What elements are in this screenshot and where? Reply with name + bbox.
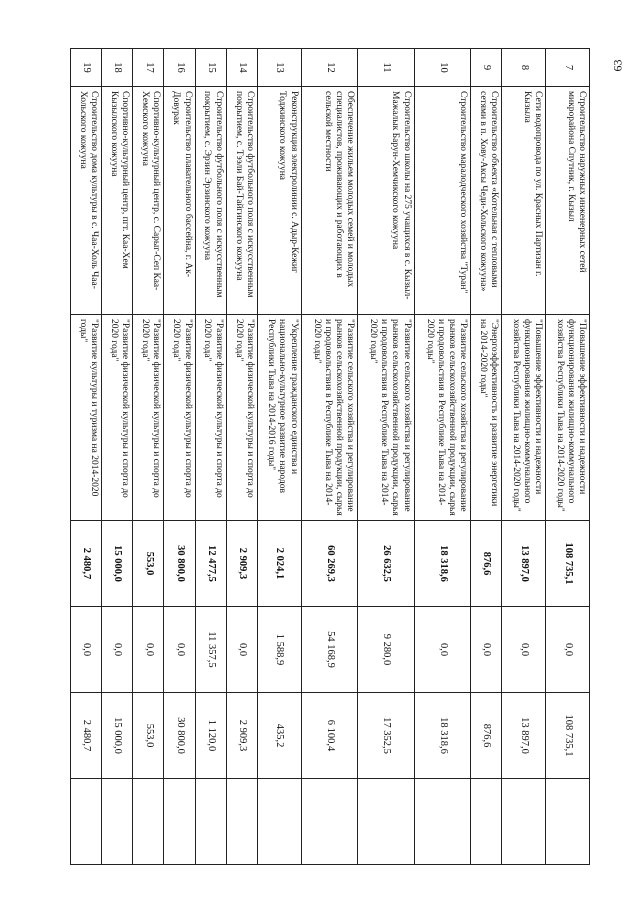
total-value-cell: 18 318,6 — [414, 521, 471, 607]
table-row — [133, 49, 164, 865]
funding-source-1-cell: 0,0 — [133, 607, 164, 693]
program-cell: "Развитие физической культуры и спорта до 2020 года" — [133, 315, 164, 521]
empty-cell — [102, 779, 133, 865]
empty-cell — [471, 779, 502, 865]
funding-source-1-cell: 11 357,5 — [195, 607, 226, 693]
row-number-cell: 17 — [133, 49, 164, 87]
row-number-cell: 8 — [502, 49, 546, 87]
funding-source-1-cell: 0,0 — [102, 607, 133, 693]
row-number-cell: 10 — [414, 49, 471, 87]
row-number-cell: 14 — [226, 49, 257, 87]
program-cell: "Развитие физической культуры и спорта до 2020 года" — [164, 315, 195, 521]
row-number-cell: 11 — [358, 49, 415, 87]
empty-cell — [301, 779, 358, 865]
program-cell: "Энергоэффективность и развитие энергетики на 2014-2020 годы" — [471, 315, 502, 521]
object-name-cell: Реконструкция электролинии с. Адыр-Кежиг Тоджинского кожууна — [257, 87, 301, 315]
total-value-cell: 108 735,1 — [546, 521, 590, 607]
total-value-cell: 60 269,3 — [301, 521, 358, 607]
table-row — [164, 49, 195, 865]
funding-source-2-cell: 13 897,0 — [502, 693, 546, 779]
row-number-cell: 12 — [301, 49, 358, 87]
empty-cell — [133, 779, 164, 865]
funding-source-2-cell: 108 735,1 — [546, 693, 590, 779]
row-number-cell: 16 — [164, 49, 195, 87]
funding-source-2-cell: 1 120,0 — [195, 693, 226, 779]
funding-source-2-cell: 18 318,6 — [414, 693, 471, 779]
table-row — [195, 49, 226, 865]
funding-source-1-cell: 9 280,0 — [358, 607, 415, 693]
funding-source-1-cell: 0,0 — [164, 607, 195, 693]
object-name-cell: Строительство школы на 275 учащихся в с. Кызыл-Мажалык Барун-Хемчикского кожууна — [358, 87, 415, 315]
table-row — [257, 49, 301, 865]
table-row — [102, 49, 133, 865]
table-row — [301, 49, 358, 865]
object-name-cell: Строительство футбольного поля с искусственным покрытием, с. Эрзин Эрзинского кожууна — [195, 87, 226, 315]
table-row — [71, 49, 102, 865]
total-value-cell: 13 897,0 — [502, 521, 546, 607]
table-row — [502, 49, 546, 865]
table-row — [358, 49, 415, 865]
empty-cell — [257, 779, 301, 865]
object-name-cell: Строительство дома культуры в с. Чаа-Холь Чаа-Хольского кожууна — [71, 87, 102, 315]
funding-source-2-cell: 2 480,7 — [71, 693, 102, 779]
objects-table — [70, 48, 590, 865]
object-name-cell: Строительство наружных инженерных сетей микрорайона Спутник, г. Кызыл — [546, 87, 590, 315]
empty-cell — [226, 779, 257, 865]
program-cell: "Укрепление гражданского единства и национально-культурное развитие народов Республики Тыва на 2014-2016 годы" — [257, 315, 301, 521]
program-cell: "Развитие физической культуры и спорта до 2020 года" — [226, 315, 257, 521]
rotated-table-container — [70, 48, 590, 864]
program-cell: "Развитие культуры и туризма на 2014-2020 годы" — [71, 315, 102, 521]
funding-source-2-cell: 17 352,5 — [358, 693, 415, 779]
program-cell: "Развитие физической культуры и спорта до 2020 года" — [102, 315, 133, 521]
object-name-cell: Сети водопровода по ул. Красных Партизан г. Кызыла — [502, 87, 546, 315]
funding-source-1-cell: 0,0 — [414, 607, 471, 693]
empty-cell — [414, 779, 471, 865]
total-value-cell: 30 800,0 — [164, 521, 195, 607]
funding-source-1-cell: 0,0 — [502, 607, 546, 693]
table-row — [471, 49, 502, 865]
table-row — [226, 49, 257, 865]
total-value-cell: 876,6 — [471, 521, 502, 607]
row-number-cell: 13 — [257, 49, 301, 87]
funding-source-2-cell: 876,6 — [471, 693, 502, 779]
object-name-cell: Спортивно-культурный центр, пгт. Каа-Хем Кызылского кожууна — [102, 87, 133, 315]
program-cell: "Повышение эффективности и надежности функционирования жилищно-коммунального хозяйства Республики Тыва на 2014-2020 годы" — [546, 315, 590, 521]
empty-cell — [546, 779, 590, 865]
program-cell: "Развитие сельского хозяйства и регулирование рынков сельскохозяйственной продукции, сырья и продовольствия в Республике Тыва на 2014-2020 годы" — [301, 315, 358, 521]
empty-cell — [358, 779, 415, 865]
program-cell: "Развитие сельского хозяйства и регулирование рынков сельскохозяйственной продукции, сырья и продовольствия в Республике Тыва на 2014-2020 годы" — [414, 315, 471, 521]
total-value-cell: 2 909,3 — [226, 521, 257, 607]
funding-source-2-cell: 30 800,0 — [164, 693, 195, 779]
funding-source-2-cell: 15 000,0 — [102, 693, 133, 779]
funding-source-1-cell: 0,0 — [71, 607, 102, 693]
funding-source-2-cell: 435,2 — [257, 693, 301, 779]
total-value-cell: 553,0 — [133, 521, 164, 607]
funding-source-2-cell: 553,0 — [133, 693, 164, 779]
row-number-cell: 7 — [546, 49, 590, 87]
row-number-cell: 19 — [71, 49, 102, 87]
object-name-cell: Обеспечение жильем молодых семей и молодых специалистов, проживающих и работающих в сельской местности — [301, 87, 358, 315]
object-name-cell: Строительство плавательного бассейна, г. Ак-Довурак — [164, 87, 195, 315]
object-name-cell: Спортивно-культурный центр, с. Сарыг-Сеп Каа-Хемского кожууна — [133, 87, 164, 315]
table-row — [546, 49, 590, 865]
total-value-cell: 26 632,5 — [358, 521, 415, 607]
object-name-cell: Строительство объекта «Котельная с тепловыми сетями в п. Хову-Аксы Чеди-Хольского кожууна» — [471, 87, 502, 315]
table-row — [414, 49, 471, 865]
row-number-cell: 15 — [195, 49, 226, 87]
funding-source-1-cell: 54 168,9 — [301, 607, 358, 693]
funding-source-1-cell: 0,0 — [226, 607, 257, 693]
row-number-cell: 18 — [102, 49, 133, 87]
total-value-cell: 15 000,0 — [102, 521, 133, 607]
program-cell: "Развитие сельского хозяйства и регулирование рынков сельскохозяйственной продукции, сырья и продовольствия в Республике Тыва на 2014-2020 годы" — [358, 315, 415, 521]
object-name-cell: Строительство футбольного поля с искусственным покрытием, с. Тээли Бай-Тайгинского кожууна — [226, 87, 257, 315]
table-body — [71, 49, 590, 865]
empty-cell — [195, 779, 226, 865]
funding-source-2-cell: 2 909,3 — [226, 693, 257, 779]
total-value-cell: 2 024,1 — [257, 521, 301, 607]
empty-cell — [71, 779, 102, 865]
total-value-cell: 12 477,5 — [195, 521, 226, 607]
page-number: 63 — [610, 59, 625, 72]
funding-source-2-cell: 6 100,4 — [301, 693, 358, 779]
object-name-cell: Строительство маралодческого хозяйства "Туран" — [414, 87, 471, 315]
funding-source-1-cell: 0,0 — [546, 607, 590, 693]
row-number-cell: 9 — [471, 49, 502, 87]
program-cell: "Повышение эффективности и надежности функционирования жилищно-коммунального хозяйства Республики Тыва на 2014-2020 годы" — [502, 315, 546, 521]
program-cell: "Развитие физической культуры и спорта до 2020 года" — [195, 315, 226, 521]
funding-source-1-cell: 1 588,9 — [257, 607, 301, 693]
empty-cell — [164, 779, 195, 865]
total-value-cell: 2 480,7 — [71, 521, 102, 607]
funding-source-1-cell: 0,0 — [471, 607, 502, 693]
empty-cell — [502, 779, 546, 865]
